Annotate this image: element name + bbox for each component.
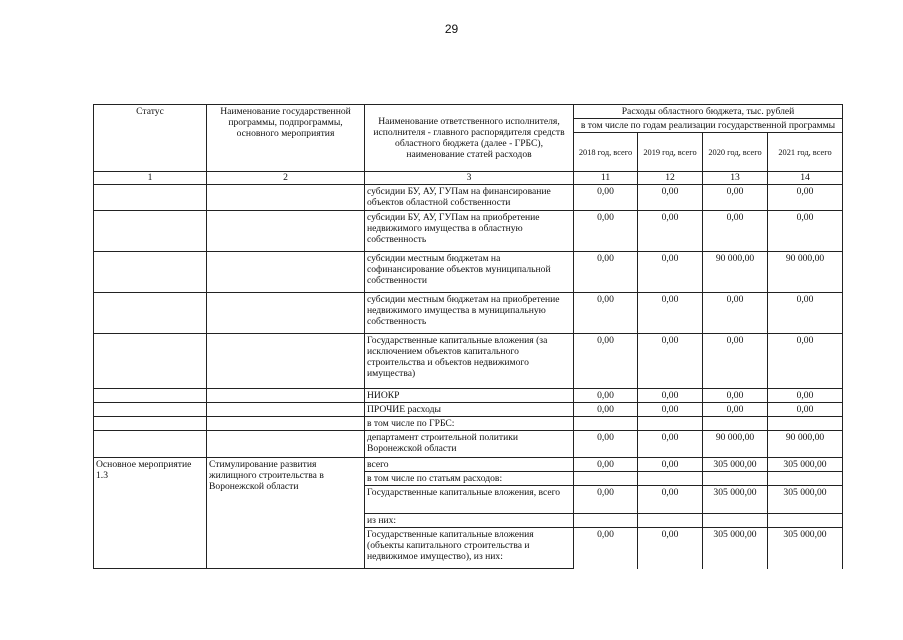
value-2020: 305 000,00	[703, 528, 768, 569]
col-number: 13	[703, 172, 768, 185]
budget-table	[93, 104, 843, 569]
col-number: 11	[574, 172, 638, 185]
col-number: 3	[365, 172, 574, 185]
table-row	[94, 252, 843, 293]
value-2021: 305 000,00	[768, 486, 843, 514]
row-label: в том числе по ГРБС:	[365, 417, 574, 431]
header-executor: Наименование ответственного исполнителя, исполнителя - главного распорядителя средств областного бюджета (далее - ГРБС), наименование статей расходов	[365, 105, 574, 172]
value-2020: 0,00	[703, 185, 768, 211]
row-label: всего	[365, 458, 574, 472]
value-2020: 305 000,00	[703, 458, 768, 472]
value-2018: 0,00	[574, 431, 638, 458]
table-row	[94, 431, 843, 458]
value-2018: 0,00	[574, 458, 638, 472]
value-2020: 0,00	[703, 211, 768, 252]
row-label: департамент строительной политики Воронежской области	[365, 431, 574, 458]
row-label: из них:	[365, 514, 574, 528]
value-2018: 0,00	[574, 486, 638, 514]
value-2020: 0,00	[703, 293, 768, 334]
value-2020: 90 000,00	[703, 252, 768, 293]
table-row	[94, 389, 843, 403]
value-2020: 305 000,00	[703, 486, 768, 514]
header-year-2019: 2019 год, всего	[638, 133, 703, 172]
table-row	[94, 334, 843, 389]
value-2021: 90 000,00	[768, 252, 843, 293]
row-label: Государственные капитальные вложения, всего	[365, 486, 574, 514]
table-row	[94, 185, 843, 211]
table-row	[94, 458, 843, 472]
value-2020: 0,00	[703, 403, 768, 417]
value-2021: 90 000,00	[768, 431, 843, 458]
value-2021: 0,00	[768, 403, 843, 417]
column-number-row	[94, 172, 843, 185]
value-2019: 0,00	[638, 486, 703, 514]
value-2021: 305 000,00	[768, 528, 843, 569]
table-row	[94, 211, 843, 252]
table-row	[94, 403, 843, 417]
table-row	[94, 417, 843, 431]
col-number: 2	[207, 172, 365, 185]
value-2019: 0,00	[638, 458, 703, 472]
value-2018: 0,00	[574, 293, 638, 334]
col-number: 1	[94, 172, 207, 185]
header-status: Статус	[94, 105, 207, 172]
value-2019: 0,00	[638, 528, 703, 569]
value-2018: 0,00	[574, 334, 638, 389]
value-2019: 0,00	[638, 334, 703, 389]
value-2021: 0,00	[768, 185, 843, 211]
value-2019: 0,00	[638, 211, 703, 252]
value-2018: 0,00	[574, 403, 638, 417]
row-label: Государственные капитальные вложения (за исключением объектов капитального строительства и объектов недвижимого имущества)	[365, 334, 574, 389]
col-number: 12	[638, 172, 703, 185]
value-2019: 0,00	[638, 293, 703, 334]
value-2018: 0,00	[574, 528, 638, 569]
header-expenses: Расходы областного бюджета, тыс. рублей	[574, 105, 843, 119]
row-label: субсидии БУ, АУ, ГУПам на приобретение недвижимого имущества в областную собственность	[365, 211, 574, 252]
value-2021: 0,00	[768, 334, 843, 389]
value-2019: 0,00	[638, 185, 703, 211]
value-2019: 0,00	[638, 403, 703, 417]
row-label: субсидии местным бюджетам на софинансирование объектов муниципальной собственности	[365, 252, 574, 293]
row-label: субсидии местным бюджетам на приобретение недвижимого имущества в муниципальную собственность	[365, 293, 574, 334]
row-label: Государственные капитальные вложения (объекты капитального строительства и недвижимое имущество), из них:	[365, 528, 574, 569]
header-program-name: Наименование государственной программы, подпрограммы, основного мероприятия	[207, 105, 365, 172]
value-2019: 0,00	[638, 389, 703, 403]
value-2020: 0,00	[703, 334, 768, 389]
value-2021: 0,00	[768, 211, 843, 252]
page-number: 29	[444, 22, 459, 36]
value-2018: 0,00	[574, 211, 638, 252]
header-by-year: в том числе по годам реализации государственной программы	[574, 119, 843, 133]
value-2018: 0,00	[574, 252, 638, 293]
event-status: Основное мероприятие 1.3	[94, 458, 207, 569]
value-2018: 0,00	[574, 389, 638, 403]
header-year-2021: 2021 год, всего	[768, 133, 843, 172]
value-2018: 0,00	[574, 185, 638, 211]
table-row	[94, 293, 843, 334]
row-label: ПРОЧИЕ расходы	[365, 403, 574, 417]
header-year-2020: 2020 год, всего	[703, 133, 768, 172]
value-2020: 0,00	[703, 389, 768, 403]
value-2021: 0,00	[768, 293, 843, 334]
col-number: 14	[768, 172, 843, 185]
value-2021: 0,00	[768, 389, 843, 403]
value-2021: 305 000,00	[768, 458, 843, 472]
row-label: в том числе по статьям расходов:	[365, 472, 574, 486]
event-name: Стимулирование развития жилищного строительства в Воронежской области	[207, 458, 365, 569]
header-year-2018: 2018 год, всего	[574, 133, 638, 172]
row-label: субсидии БУ, АУ, ГУПам на финансирование объектов областной собственности	[365, 185, 574, 211]
row-label: НИОКР	[365, 389, 574, 403]
value-2019: 0,00	[638, 252, 703, 293]
value-2019: 0,00	[638, 431, 703, 458]
value-2020: 90 000,00	[703, 431, 768, 458]
